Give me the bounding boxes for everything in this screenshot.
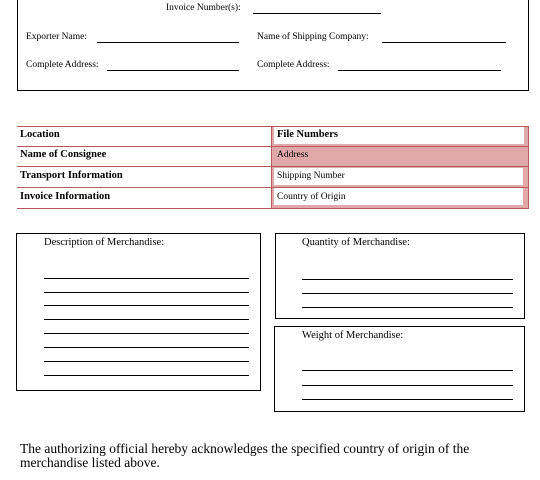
shipping-number-label: Shipping Number [277, 171, 345, 181]
row-label-location: Location [20, 129, 60, 140]
complete-address-right-label: Complete Address: [257, 60, 330, 70]
exporter-name-label: Exporter Name: [26, 32, 87, 42]
weight-label: Weight of Merchandise: [302, 330, 404, 341]
row-label-consignee: Name of Consignee [20, 149, 107, 160]
description-line[interactable] [44, 305, 249, 306]
complete-address-left-label: Complete Address: [26, 60, 99, 70]
row-label-invoice: Invoice Information [20, 191, 111, 202]
quantity-line[interactable] [302, 307, 513, 308]
weight-line[interactable] [302, 399, 513, 400]
description-line[interactable] [44, 347, 249, 348]
acknowledgement-text [20, 442, 469, 470]
invoice-numbers-label: Invoice Number(s): [166, 3, 241, 13]
complete-address-left-field[interactable] [107, 70, 239, 71]
weight-line[interactable] [302, 370, 513, 371]
row-divider [17, 208, 529, 209]
description-box [16, 233, 261, 391]
acknowledgement-line-2: merchandise listed above. [20, 455, 160, 470]
acknowledgement-line-1: The authorizing official hereby acknowledges the specified country of origin of the [20, 441, 470, 456]
country-of-origin-label: Country of Origin [277, 192, 346, 202]
address-label: Address [277, 150, 309, 160]
shipping-company-label: Name of Shipping Company: [257, 32, 369, 42]
description-line[interactable] [44, 375, 249, 376]
quantity-line[interactable] [302, 279, 513, 280]
weight-line[interactable] [302, 385, 513, 386]
description-line[interactable] [44, 361, 249, 362]
row-divider [17, 187, 529, 188]
invoice-numbers-field[interactable] [253, 13, 381, 14]
description-line[interactable] [44, 319, 249, 320]
description-line[interactable] [44, 278, 249, 279]
description-line[interactable] [44, 292, 249, 293]
row-label-transport: Transport Information [20, 170, 123, 181]
row-divider [17, 146, 529, 147]
file-numbers-label: File Numbers [277, 129, 338, 140]
quantity-line[interactable] [302, 293, 513, 294]
description-line[interactable] [44, 333, 249, 334]
row-divider [17, 166, 529, 167]
row-divider [17, 126, 272, 127]
shipping-company-field[interactable] [382, 42, 506, 43]
complete-address-right-field[interactable] [338, 70, 501, 71]
exporter-name-field[interactable] [97, 42, 239, 43]
quantity-label: Quantity of Merchandise: [302, 237, 410, 248]
description-label: Description of Merchandise: [44, 237, 165, 248]
